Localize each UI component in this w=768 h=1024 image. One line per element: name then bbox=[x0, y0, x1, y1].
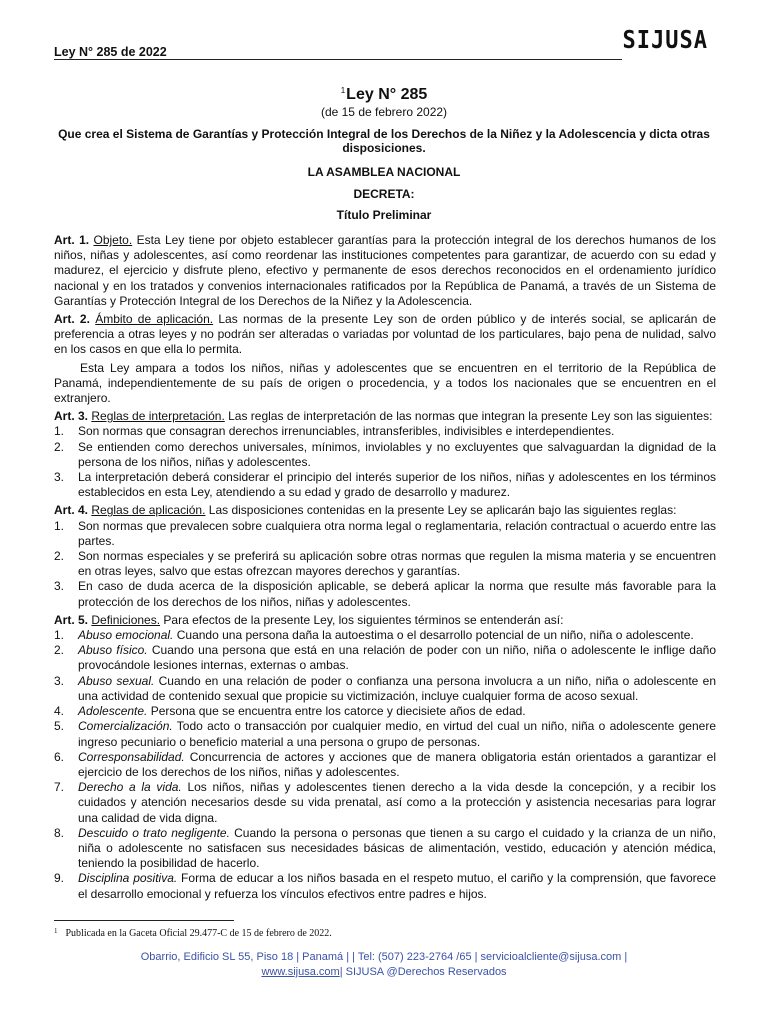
assembly-heading: LA ASAMBLEA NACIONAL bbox=[307, 165, 461, 179]
list-item: 7. Derecho a la vida. Los niños, niñas y adolescentes tienen derecho a la vida desde la concepción, y a recibir los cuidados y atención necesarios desde su vida prenatal, así como a la protección y asistencia necesarias para lograr una calidad de vida digna. bbox=[54, 780, 716, 825]
list-item: 9. Disciplina positiva. Forma de educar a los niños basada en el respeto mutuo, el cariño y la comprensión, que favorece el desarrollo emocional y refuerza los vínculos efectivos entre padres e hijos. bbox=[54, 871, 716, 901]
list-item: 1. Abuso emocional. Cuando una persona daña la autoestima o el desarrollo potencial de un niño, niña o adolescente. bbox=[54, 628, 694, 643]
list-item: 1. Son normas que consagran derechos irrenunciables, intransferibles, indivisibles e interdependientes. bbox=[54, 424, 615, 439]
list-item: 2. Son normas especiales y se preferirá su aplicación sobre otras normas que regulen la misma materia y se encuentren en otras leyes, salvo que estas ofrezcan mayores derechos y garantías. bbox=[54, 549, 716, 579]
list-item: 3. Abuso sexual. Cuando en una relación de poder o confianza una persona involucra a un niño, niña o adolescente en una actividad de contenido sexual que propicie su victimización, incluye cualquier forma de acoso sexual. bbox=[54, 673, 716, 703]
article-5: Art. 5. Definiciones. Para efectos de la presente Ley, los siguientes términos se entenderán así: bbox=[54, 612, 564, 627]
document-body bbox=[54, 233, 716, 905]
footer-rights: www.sijusa.com| SIJUSA @Derechos Reservados bbox=[261, 966, 507, 978]
list-item: 4. Adolescente. Persona que se encuentra entre los catorce y diecisiete años de edad. bbox=[54, 704, 526, 719]
sijusa-logo: SIJUSA bbox=[622, 26, 708, 55]
article-2: Art. 2. Ámbito de aplicación. Las normas de la presente Ley son de orden público y de interés social, se aplicarán de preferencia a otras leyes y no podrán ser alteradas o variadas por voluntad de los particulares, bajo pena de nulidad, salvo en los casos en que ella lo permita. bbox=[54, 312, 716, 357]
footnote-divider bbox=[54, 920, 234, 921]
article-3: Art. 3. Reglas de interpretación. Las reglas de interpretación de las normas que integran la presente Ley son las siguientes: bbox=[54, 409, 713, 424]
list-item: 8. Descuido o trato negligente. Cuando la persona o personas que tienen a su cargo el cuidado y la crianza de un niño, niña o adolescente no satisfacen sus necesidades básicas de alimentación, vestido, educación y atención médica, teniendo la posibilidad de hacerlo. bbox=[54, 825, 716, 871]
page-footer bbox=[54, 950, 714, 980]
list-item: 2. Se entienden como derechos universales, mínimos, inviolables y no excluyentes que salvaguardan la dignidad de la persona de los niños, niñas y adolescentes. bbox=[54, 439, 716, 469]
law-reference: Ley N° 285 de 2022 bbox=[54, 45, 167, 59]
article-2-paragraph-2: Esta Ley ampara a todos los niños, niñas y adolescentes que se encuentren en el territorio de la República de Panamá, independientemente de su país de origen o procedencia, y a todos los nacionales que se encuentren en el extranjero. bbox=[54, 360, 716, 406]
footnote-mark: 1 bbox=[340, 86, 346, 95]
list-item: 1. Son normas que prevalecen sobre cualquiera otra norma legal o reglamentaria, relación contractual o acuerdo entre las partes. bbox=[54, 518, 716, 548]
footer-contact: Obarrio, Edificio SL 55, Piso 18 | Panamá | | Tel: (507) 223-2764 /65 | servicioalcliente@sijusa.com | bbox=[140, 951, 628, 963]
list-item: 3. La interpretación deberá considerar el principio del interés superior de los niños, niñas y adolescentes en los términos establecidos en esta Ley, atendiendo a su edad y grado de desarrollo y madurez. bbox=[54, 470, 716, 500]
header-divider bbox=[54, 59, 622, 60]
website-link[interactable]: www.sijusa.com bbox=[261, 966, 340, 978]
list-item: 3. En caso de duda acerca de la disposición aplicable, se deberá aplicar la norma que resulte más favorable para la protección de los derechos de los niños, niñas y adolescentes. bbox=[54, 579, 716, 609]
list-item: 6. Corresponsabilidad. Concurrencia de actores y acciones que de manera obligatoria están orientados a garantizar el ejercicio de los derechos de los niños, niñas y adolescentes. bbox=[54, 749, 716, 779]
section-heading: Título Preliminar bbox=[336, 208, 432, 222]
list-item: 2. Abuso físico. Cuando una persona que está en una relación de poder con un niño, niña o adolescente le inflige daño provocándole lesiones internas, externas o ambas. bbox=[54, 643, 717, 673]
law-title: $^1$Ley N° 285 bbox=[340, 86, 428, 103]
article-4: Art. 4. Reglas de aplicación. Las disposiciones contenidas en la presente Ley se aplicarán bajo las siguientes reglas: bbox=[54, 503, 677, 518]
law-date: (de 15 de febrero 2022) bbox=[320, 105, 448, 119]
footnote: $^1$ Publicada en la Gaceta Oficial 29.477-C de 15 de febrero de 2022. bbox=[54, 927, 332, 939]
article-3-list bbox=[54, 424, 716, 500]
list-item: 5. Comercialización. Todo acto o transacción por cualquier medio, en virtud del cual un niño, niña o adolescente genere ingreso pecuniario o beneficio material a una persona o grupo de personas. bbox=[54, 719, 716, 749]
article-1: Art. 1. Objeto. Esta Ley tiene por objeto establecer garantías para la protección integral de los derechos humanos de los niños, niñas y adolescentes, así como reordenar las instituciones competentes para garantizar, de acuerdo con su edad y madurez, el ejercicio y disfrute pleno, efectivo y permanente de esos derechos reconocidos en el ordenamiento jurídico nacional y en los tratados y convenios internacionales ratificados por la República de Panamá, a través de un Sistema de Garantías y Protección Integral de los Derechos de la Niñez y la Adolescencia. bbox=[54, 233, 716, 308]
article-5-list bbox=[54, 628, 716, 902]
decree-heading: DECRETA: bbox=[353, 187, 415, 201]
article-4-list bbox=[54, 519, 716, 610]
law-description: Que crea el Sistema de Garantías y Protección Integral de los Derechos de la Niñez y la Adolescencia y dicta otras disposiciones. bbox=[58, 127, 710, 155]
page-header bbox=[54, 28, 716, 62]
